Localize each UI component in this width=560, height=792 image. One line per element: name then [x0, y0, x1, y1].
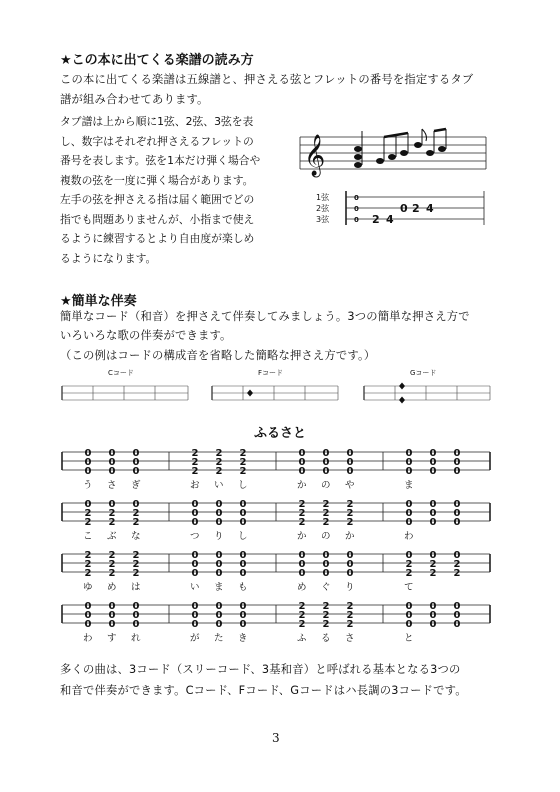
tab-line-3: 番号を表します。弦を1本だけ弾く場合や [60, 154, 261, 167]
tab-fret-number: 2 [239, 448, 247, 459]
tab-line-1: タブ譜は上から順に1弦、2弦、3弦を表 [60, 115, 254, 128]
tab-fret-number: 0 [346, 550, 354, 561]
tab-fret-number: 2 [298, 610, 306, 621]
tab-fret-number: 0 [215, 610, 223, 621]
tab-fret-number: 2 [346, 619, 354, 630]
tab-fret-number: 2 [429, 559, 437, 570]
lyric-syllable: か [297, 531, 307, 542]
tab-fret-number: 0 [453, 508, 461, 519]
accompaniment-line-2: いろいろな歌の伴奏ができます。 [60, 329, 232, 342]
lyric-syllable: す [107, 633, 117, 644]
finger-dot-icon [399, 383, 405, 390]
lyric-syllable: し [238, 531, 248, 542]
tab-fret-number: 0 [239, 568, 247, 579]
tab-fret-number: 0 [108, 601, 116, 612]
accompaniment-line-1: 簡単なコード（和音）を押さえて伴奏してみましょう。3つの簡単な押さえ方で [60, 310, 470, 323]
tab-fret-number: 2 [108, 508, 116, 519]
tab-fret-number: 0 [191, 568, 199, 579]
svg-text:0: 0 [354, 205, 359, 213]
tab-fret-number: 2 [322, 610, 330, 621]
lyric-syllable: た [214, 633, 224, 644]
tab-fret-number: 0 [215, 559, 223, 570]
tab-fret-number: 0 [322, 448, 330, 459]
tab-fret-number: 2 [108, 550, 116, 561]
tab-fret-number: 0 [132, 619, 140, 630]
lyric-syllable: か [345, 531, 355, 542]
tab-fret-number: 2 [298, 601, 306, 612]
song-title: ふるさと [254, 426, 307, 441]
tab-fret-number: 0 [108, 457, 116, 468]
lyric-syllable: れ [131, 633, 141, 644]
lyric-syllable: ぐ [321, 582, 331, 593]
tab-number: 2 [372, 213, 380, 226]
tab-fret-number: 0 [108, 619, 116, 630]
tab-fret-number: 0 [453, 517, 461, 528]
tab-fret-number: 2 [453, 559, 461, 570]
tab-fret-number: 2 [322, 508, 330, 519]
tab-fret-number: 2 [346, 508, 354, 519]
lyric-syllable: い [190, 582, 200, 593]
tab-number: 0 [400, 202, 408, 215]
tab-fret-number: 0 [84, 466, 92, 477]
tab-fret-number: 0 [215, 601, 223, 612]
tab-fret-number: 0 [108, 610, 116, 621]
tab-fret-number: 0 [191, 508, 199, 519]
tab-fret-number: 0 [215, 508, 223, 519]
treble-clef-icon: 𝄞 [304, 135, 326, 176]
closing-line-1: 多くの曲は、3コード（スリーコード、3基和音）と呼ばれる基本となる3つの [60, 663, 461, 676]
tab-row [0, 599, 560, 633]
melody-notes [376, 129, 446, 164]
tab-fret-number: 0 [108, 448, 116, 459]
chord-label-c: Cコード [108, 369, 134, 377]
chord-label-f: Fコード [258, 369, 284, 377]
tab-numbers [372, 202, 434, 226]
lyric-syllable: の [321, 480, 331, 491]
lyric-syllable: さ [107, 480, 117, 491]
lyric-syllable: ぶ [107, 531, 117, 542]
lyric-syllable: り [214, 531, 224, 542]
lyric-syllable: る [321, 633, 331, 644]
tab-fret-number: 0 [191, 550, 199, 561]
tab-fret-number: 2 [108, 559, 116, 570]
tab-fret-number: 0 [215, 499, 223, 510]
lyric-syllable: し [238, 480, 248, 491]
tab-fret-number: 0 [322, 550, 330, 561]
tab-fret-number: 0 [346, 448, 354, 459]
chord-diagram-g [362, 368, 492, 408]
tab-fret-number: 0 [298, 466, 306, 477]
tab-fret-number: 2 [322, 619, 330, 630]
tab-fret-number: 2 [298, 517, 306, 528]
tab-fret-number: 0 [453, 448, 461, 459]
tab-fret-number: 0 [346, 457, 354, 468]
svg-text:0: 0 [354, 216, 359, 224]
chord-diagram-f [210, 368, 340, 408]
tab-fret-number: 2 [84, 568, 92, 579]
tab-fret-number: 0 [429, 466, 437, 477]
tab-fret-number: 0 [453, 457, 461, 468]
string-label-1: 1弦 [316, 193, 330, 202]
tab-fret-number: 0 [191, 619, 199, 630]
string-label-2: 2弦 [316, 204, 330, 213]
tab-fret-number: 0 [429, 610, 437, 621]
tab-fret-number: 0 [132, 466, 140, 477]
tab-fret-number: 2 [429, 568, 437, 579]
tab-fret-number: 0 [239, 601, 247, 612]
tab-fret-number: 2 [132, 517, 140, 528]
tab-fret-number: 0 [405, 619, 413, 630]
lyric-syllable: わ [404, 531, 414, 542]
tab-fret-number: 0 [239, 517, 247, 528]
tab-line-5: 左手の弦を押さえる指は届く範囲でどの [60, 193, 255, 206]
tab-fret-number: 0 [215, 517, 223, 528]
tab-fret-number: 2 [346, 499, 354, 510]
tab-fret-number: 0 [132, 448, 140, 459]
tab-fret-number: 0 [84, 457, 92, 468]
tab-fret-number: 0 [191, 559, 199, 570]
tab-fret-number: 0 [405, 601, 413, 612]
tab-fret-number: 0 [322, 559, 330, 570]
lyric-syllable: か [297, 480, 307, 491]
tab-fret-number: 2 [298, 619, 306, 630]
tab-fret-number: 2 [191, 457, 199, 468]
tab-fret-number: 0 [84, 610, 92, 621]
tab-fret-number: 2 [84, 517, 92, 528]
tab-fret-number: 0 [298, 550, 306, 561]
tab-fret-number: 2 [191, 466, 199, 477]
tab-fret-number: 0 [405, 550, 413, 561]
tab-fret-number: 0 [453, 610, 461, 621]
lyric-syllable: こ [83, 531, 93, 542]
tab-fret-number: 0 [453, 601, 461, 612]
tab-fret-number: 0 [132, 457, 140, 468]
tab-fret-number: 0 [429, 619, 437, 630]
tab-fret-number: 2 [322, 517, 330, 528]
tab-line-8: るようになります。 [60, 251, 157, 265]
tab-fret-number: 0 [191, 499, 199, 510]
lyric-syllable: ゆ [83, 582, 93, 593]
tab-fret-number: 2 [132, 550, 140, 561]
tab-fret-number: 2 [191, 448, 199, 459]
tab-fret-number: 0 [108, 466, 116, 477]
tab-fret-number: 2 [298, 508, 306, 519]
tab-fret-number: 0 [453, 466, 461, 477]
tab-row [0, 548, 560, 582]
tab-line-4: 複数の弦を一度に弾く場合があります。 [60, 173, 254, 187]
tab-fret-number: 0 [239, 508, 247, 519]
page-number: 3 [272, 731, 280, 745]
tab-fret-number: 0 [191, 610, 199, 621]
tab-number: 4 [386, 213, 394, 226]
tab-fret-number: 0 [346, 466, 354, 477]
tab-fret-number: 2 [132, 508, 140, 519]
lyric-syllable: の [321, 531, 331, 542]
lyric-syllable: と [404, 633, 414, 644]
notation-example [296, 115, 496, 235]
lyric-syllable: が [190, 633, 200, 644]
tab-fret-number: 0 [239, 619, 247, 630]
tab-fret-number: 0 [405, 499, 413, 510]
tab-fret-number: 0 [191, 601, 199, 612]
tab-fret-number: 2 [108, 568, 116, 579]
tab-fret-number: 2 [132, 559, 140, 570]
tab-fret-number: 0 [298, 448, 306, 459]
tab-number: 2 [412, 202, 420, 215]
tab-fret-number: 0 [322, 466, 330, 477]
tab-fret-number: 0 [453, 619, 461, 630]
chord-label-g: Gコード [410, 369, 437, 377]
tab-fret-number: 2 [405, 559, 413, 570]
lyric-syllable: さ [345, 633, 355, 644]
tab-fret-number: 2 [84, 550, 92, 561]
lyric-syllable: は [131, 582, 141, 593]
tab-fret-number: 2 [215, 466, 223, 477]
tab-fret-number: 0 [298, 457, 306, 468]
tab-fret-number: 0 [239, 550, 247, 561]
tab-fret-number: 0 [84, 499, 92, 510]
tab-fret-number: 2 [84, 559, 92, 570]
tab-fret-number: 0 [429, 508, 437, 519]
tab-fret-number: 0 [215, 568, 223, 579]
closing-line-2: 和音で伴奏ができます。Cコード、Fコード、Gコードはハ長調の3コードです。 [60, 684, 467, 697]
tab-fret-number: 0 [215, 550, 223, 561]
tab-fret-number: 0 [84, 619, 92, 630]
tab-fret-number: 0 [405, 466, 413, 477]
intro-line-2: 譜が組み合わせてあります。 [60, 93, 209, 106]
lyric-syllable: め [107, 582, 117, 593]
lyric-syllable: い [214, 480, 224, 491]
tab-fret-number: 2 [239, 466, 247, 477]
tab-fret-number: 2 [239, 457, 247, 468]
tab-fret-number: 0 [429, 499, 437, 510]
tab-row [0, 497, 560, 531]
tab-fret-number: 0 [429, 517, 437, 528]
tab-fret-number: 0 [298, 559, 306, 570]
lyric-syllable: ぎ [131, 480, 141, 491]
tab-fret-number: 0 [405, 508, 413, 519]
tab-fret-number: 2 [298, 499, 306, 510]
tab-fret-number: 2 [346, 517, 354, 528]
tab-fret-number: 2 [215, 457, 223, 468]
lyric-syllable: き [238, 633, 248, 644]
svg-text:0: 0 [354, 194, 359, 202]
lyric-syllable: り [345, 582, 355, 593]
staff-lines [300, 137, 486, 169]
lyric-syllable: わ [83, 633, 93, 644]
tab-fret-number: 0 [132, 610, 140, 621]
tab-fret-number: 0 [215, 619, 223, 630]
chord-diagram-c [60, 368, 190, 408]
lyric-syllable: て [404, 582, 414, 593]
tab-line-2: し、数字はそれぞれ押さえるフレットの [60, 134, 254, 148]
tab-fret-number: 2 [84, 508, 92, 519]
tab-fret-number: 0 [429, 448, 437, 459]
tab-chord-stack [354, 194, 359, 224]
tab-explanation [60, 112, 260, 268]
tab-fret-number: 0 [322, 457, 330, 468]
tab-fret-number: 0 [239, 610, 247, 621]
lyric-syllable: ふ [297, 633, 307, 644]
tab-fret-number: 0 [239, 499, 247, 510]
tab-fret-number: 0 [405, 610, 413, 621]
lyric-syllable: や [345, 480, 355, 491]
tab-fret-number: 0 [453, 550, 461, 561]
intro-line-1: この本に出てくる楽譜は五線譜と、押さえる弦とフレットの番号を指定するタブ [60, 73, 474, 86]
tab-fret-number: 2 [322, 499, 330, 510]
tab-fret-number: 0 [84, 448, 92, 459]
tab-fret-number: 0 [298, 568, 306, 579]
accompaniment-line-3: （この例はコードの構成音を省略した簡略な押さえ方です。） [60, 349, 376, 362]
tab-number: 4 [426, 202, 434, 215]
tab-fret-number: 0 [405, 448, 413, 459]
tab-fret-number: 0 [239, 559, 247, 570]
lyric-syllable: う [83, 480, 93, 491]
tab-fret-number: 0 [191, 517, 199, 528]
string-label-3: 3弦 [316, 215, 330, 224]
section-heading-reading-score: ★この本に出てくる楽譜の読み方 [60, 53, 254, 68]
tab-fret-number: 0 [429, 601, 437, 612]
section-heading-accompaniment: ★簡単な伴奏 [60, 294, 137, 309]
tab-fret-number: 2 [405, 568, 413, 579]
tab-fret-number: 0 [132, 601, 140, 612]
tab-fret-number: 2 [215, 448, 223, 459]
finger-dot-icon [399, 397, 405, 404]
chord-note [354, 131, 362, 168]
tab-fret-number: 2 [453, 568, 461, 579]
tab-fret-number: 0 [346, 568, 354, 579]
tab-fret-number: 0 [405, 517, 413, 528]
tab-fret-number: 0 [429, 457, 437, 468]
tab-fret-number: 2 [108, 517, 116, 528]
tab-fret-number: 0 [132, 499, 140, 510]
tab-fret-number: 2 [132, 568, 140, 579]
lyric-syllable: お [190, 480, 200, 491]
tab-fret-number: 0 [322, 568, 330, 579]
tab-line-6: 指でも問題ありませんが、小指まで使え [60, 212, 255, 226]
tab-fret-number: 2 [346, 601, 354, 612]
finger-dot-icon [247, 390, 253, 397]
tab-fret-number: 2 [346, 610, 354, 621]
lyric-syllable: つ [190, 531, 200, 542]
tab-fret-number: 2 [322, 601, 330, 612]
lyric-syllable: も [238, 582, 248, 593]
lyric-syllable: め [297, 582, 307, 593]
tab-fret-number: 0 [346, 559, 354, 570]
tab-fret-number: 0 [405, 457, 413, 468]
lyric-syllable: ま [404, 480, 414, 491]
tab-fret-number: 0 [453, 499, 461, 510]
lyric-syllable: ま [214, 582, 224, 593]
tab-fret-number: 0 [429, 550, 437, 561]
tab-line-7: るように練習するとより自由度が楽しめ [60, 232, 255, 245]
tab-row [0, 446, 560, 480]
lyric-syllable: な [131, 531, 141, 542]
tab-fret-number: 0 [108, 499, 116, 510]
tab-fret-number: 0 [84, 601, 92, 612]
